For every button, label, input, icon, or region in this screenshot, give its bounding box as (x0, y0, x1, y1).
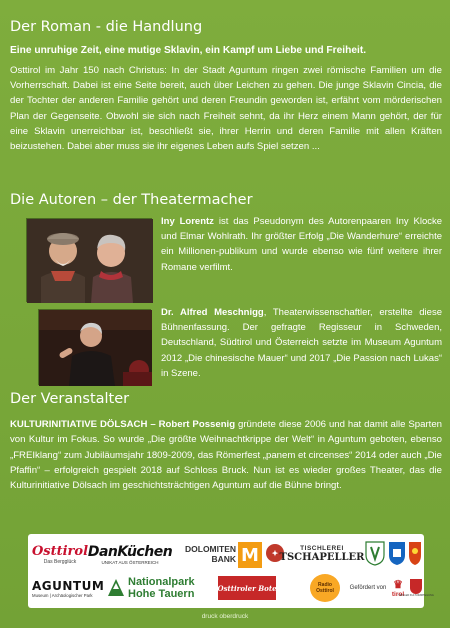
printer-credit: druck oberdruck (201, 613, 249, 620)
lead-sentence: Eine unruhige Zeit, eine mutige Sklavin, ein Kampf um Liebe und Freiheit. (10, 45, 367, 56)
organizer-text: gründete diese 2006 und hat damit alle Sparten von Kultur im Fokus. So wurde „Die größte Weihnachtkrippe der Welt“ in Aguntum geboten, ebenso „FREIklang“ zum Jubiläumsjahr 1809-2009, das Römerfest „panem et circenses“ 2014 oder auch „Die Pfaffin“ – erfolgreich gespielt 2018 auf Schloss Bruck. Nun ist es wieder großes Theater, das die Kulturinitiative Dölsach im geschichtsträchtigen Aguntum auf die Bühne bringt. (10, 419, 442, 492)
authors-photo (26, 218, 152, 302)
kultur-shield-icon (410, 579, 422, 594)
author1-text: ist das Pseudonym des Autorenpaaren Iny Klocke und Elmar Wohlrath. Ihr größter Erfolg „Die Wanderhure“ erreichte ein Millionen-publikum und wurde ebenso wie fünf weitere ihrer Romane verfilmt. (161, 216, 443, 273)
section-heading-autoren: Die Autoren – der Theatermacher (10, 192, 253, 208)
section-heading-roman: Der Roman - die Handlung (10, 19, 203, 35)
dankuechen-logo-sub: UNIKAT AUS ÖSTERREICH (101, 559, 159, 565)
tischlerei-text-1: TISCHLEREI (300, 545, 344, 552)
organizer-paragraph (10, 417, 442, 493)
dolomiten-bank-text-2: BANK (211, 554, 236, 564)
osttiroler-bote-logo: Osttiroler Bote (218, 576, 276, 600)
dolomiten-bank-logo (176, 540, 236, 568)
osttirol-logo-text: Osttirol (31, 543, 89, 559)
coat-of-arms-3-icon (408, 541, 422, 566)
dankuechen-logo (88, 540, 172, 568)
kulturabteilung-text: TIROLER KULTURABTEILUNG (398, 594, 434, 597)
osttirol-logo-sub: Das Bergglück (43, 558, 77, 565)
author2-text: , Theaterwissenschaftler, erstellte diese Bühnenfassung. Der gefragte Regisseur in Schweden, Deutschland, Südtirol und Österreich setzte im Museum Aguntum 2012 „Die chinesische Mauer“ und 2017 „Die Passion nach Lukas“ in Szene. (161, 307, 442, 379)
sponsor-logo-panel (28, 534, 434, 608)
nationalpark-text-1: Nationalpark (128, 576, 195, 588)
coat-of-arms-1-icon (365, 541, 385, 566)
dankuechen-logo-text: DanKüchen (87, 543, 173, 560)
section-heading-veranstalter: Der Veranstalter (10, 391, 130, 407)
director-photo (38, 309, 151, 385)
nationalpark-text-2: Hohe Tauern (128, 588, 195, 600)
aguntum-logo-sub: Museum | Archäologischer Park (32, 592, 93, 598)
nationalpark-logo (128, 574, 212, 602)
nationalpark-icon (106, 576, 126, 598)
authors-photo-image (27, 219, 153, 303)
gefoerdert-label: Gefördert von (349, 585, 387, 591)
author2-bio (161, 305, 442, 381)
tirol-logo (389, 574, 407, 602)
author1-bio (161, 214, 442, 275)
tischlerei-emblem-icon: ✦ (266, 544, 284, 562)
dolomiten-bank-text-1: DOLOMITEN (185, 544, 236, 554)
organizer-name: KULTURINITIATIVE DÖLSACH – Robert Possenig (10, 419, 236, 430)
coat-of-arms-2-icon (388, 541, 406, 566)
tischlerei-logo (279, 540, 365, 568)
tischlerei-text-2: TSCHAPELLER (279, 552, 365, 563)
dolomiten-bank-icon: M (238, 542, 262, 568)
osttirol-logo (31, 540, 89, 568)
director-photo-image (39, 310, 152, 386)
tirol-eagle-icon: ♛ (393, 579, 403, 591)
author2-name: Dr. Alfred Meschnigg (161, 307, 264, 318)
aguntum-logo (32, 574, 105, 602)
tiroler-kulturabteilung-logo (398, 574, 434, 602)
radio-osttirol-logo: Radio Osttirol (310, 574, 340, 602)
author1-name: Iny Lorentz (161, 216, 214, 227)
aguntum-logo-text: AGUNTUM (32, 578, 105, 593)
tirol-logo-text: tirol (391, 591, 405, 598)
plot-paragraph: Osttirol im Jahr 150 nach Christus: In der Stadt Aguntum ringen zwei römische Familien um die Vorherrschaft. Dabei ist eine Seite bereit, auch über Leichen zu gehen. Die junge Sklavin Cincia, die der Tochter der anderen Familie gehört und deren Freundin geworden ist, erfährt vom mörderischen Plan der Gegenseite. Obwohl sie sich nach Freiheit sehnt, da ihr Herz einem Mann gehört, der für eine Sklavin unerreichbar ist, beschließt sie, ihrer Herrin und deren Familie mit allen Kräften beizustehen. Dabei aber muss sie ihr eigenes Leben aufs Spiel setzen ... (10, 65, 442, 153)
